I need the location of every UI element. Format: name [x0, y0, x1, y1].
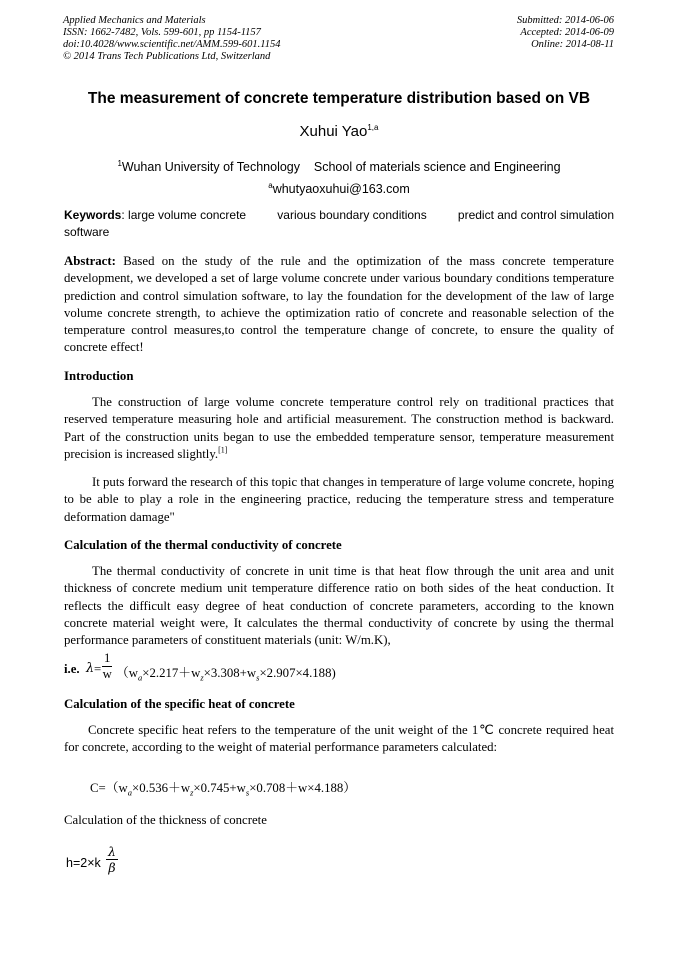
affiliation-text: Wuhan University of Technology School of materials science and Engineering — [121, 160, 561, 174]
thermal-equation — [64, 651, 614, 691]
intro-paragraph-2: It puts forward the research of this topic that changes in temperature of large volume concrete, hoping to be able to play a role in the engineering practice, reducing the temperature stress and temperature deformation damage" — [64, 475, 614, 524]
keyword-item: large volume concrete — [128, 208, 247, 222]
ie-label: i.e. — [64, 662, 80, 676]
specific-heat-equation: $C=(w_a\times 0.536+w_z\times 0.745+w_s\times 0.708+w\times 4.188)$ — [90, 781, 357, 798]
email-line — [0, 182, 678, 196]
equals-sign: = — [94, 662, 102, 676]
author-line — [0, 123, 678, 140]
abstract-label: Abstract: — [64, 254, 116, 268]
affiliation-sup: 1 — [117, 158, 122, 168]
copyright-line: © 2014 Trans Tech Publications Ltd, Switzerland — [63, 51, 271, 62]
keyword-continuation: software — [64, 225, 110, 239]
paper-title: The measurement of concrete temperature distribution based on VB — [87, 90, 591, 107]
email-text: whutyaoxuhui@163.com — [272, 182, 410, 196]
lambda-symbol: λ — [86, 661, 95, 676]
affiliation-line — [0, 160, 678, 174]
keyword-item: various boundary conditions — [277, 208, 427, 222]
submitted-date: Submitted: 2014-06-06 — [516, 15, 614, 26]
header-left — [63, 15, 280, 63]
thickness-denominator: β — [108, 860, 116, 875]
thermal-paragraph: The thermal conductivity of concrete in unit time is that heat flow through the unit area and unit thickness of concrete medium unit temperature difference ratio on both sides of the heat conduction. It reflects the difficult easy degree of heat conduction of concrete parameters, according to the known concrete material weight were, It calculates the thermal conductivity of concrete by using the thermal performance parameters of constituent materials (unit: W/m.K), — [64, 564, 614, 648]
doi-line: doi:10.4028/www.scientific.net/AMM.599-601.1154 — [63, 39, 281, 50]
journal-name: Applied Mechanics and Materials — [63, 15, 206, 26]
email-sup: a — [268, 180, 273, 190]
thickness-numerator: λ — [108, 844, 116, 859]
thickness-fraction — [106, 844, 118, 875]
fraction — [102, 651, 112, 682]
thickness-equation — [66, 844, 166, 884]
thermal-heading: Calculation of the thermal conductivity of concrete — [64, 538, 342, 552]
fraction-numerator: 1 — [104, 651, 111, 665]
citation-ref[interactable]: [1] — [218, 445, 228, 455]
specific-heat-heading: Calculation of the specific heat of concrete — [64, 697, 295, 711]
author-name: Xuhui Yao — [299, 123, 368, 140]
keyword-item: predict and control simulation — [457, 208, 614, 222]
issn-line: ISSN: 1662-7482, Vols. 599-601, pp 1154-1157 — [63, 27, 261, 38]
online-date: Online: 2014-08-11 — [531, 39, 614, 50]
specific-heat-paragraph: Concrete specific heat refers to the temperature of the unit weight of the 1℃ concrete required heat for concrete, according to the weight of material performance parameters calculated: — [64, 723, 614, 755]
thickness-label: Calculation of the thickness of concrete — [64, 813, 267, 827]
accepted-date: Accepted: 2014-06-09 — [520, 27, 614, 38]
intro-paragraph-1: The construction of large volume concrete temperature control rely on traditional practices that reserved temperature measuring hole and artificial measurement. The construction method is backward. Part of the construction units began to use the embedded temperature sensor, temperature measurement precision is increased slightly.[1] — [64, 395, 614, 461]
fraction-denominator: w — [102, 667, 112, 681]
header-right — [517, 15, 614, 51]
abstract-text: Based on the study of the rule and the optimization of the mass concrete temperature development, we developed a set of large volume concrete under various boundary conditions temperature prediction and control simulation software, to lay the foundation for the development of the law of large volume concrete strength, to achieve the optimization ratio of concrete and reasonable selection of the temperature control measures,to control the temperature change of concrete, to ensure the quality of concrete effect! — [64, 254, 614, 355]
abstract-block — [64, 253, 614, 357]
equation-body: $(w_a\times 2.217+w_z\times 3.308+w_s\times 2.907\times 4.188)$ — [116, 666, 336, 683]
keywords-label: Keywords — [64, 208, 122, 222]
thickness-eq-left: h=2×k — [66, 856, 101, 870]
author-sup: 1,a — [367, 123, 379, 132]
introduction-heading: Introduction — [64, 369, 134, 383]
keywords-block: Keywords: large volume concrete various boundary conditions predict and control simulation software — [64, 208, 614, 239]
